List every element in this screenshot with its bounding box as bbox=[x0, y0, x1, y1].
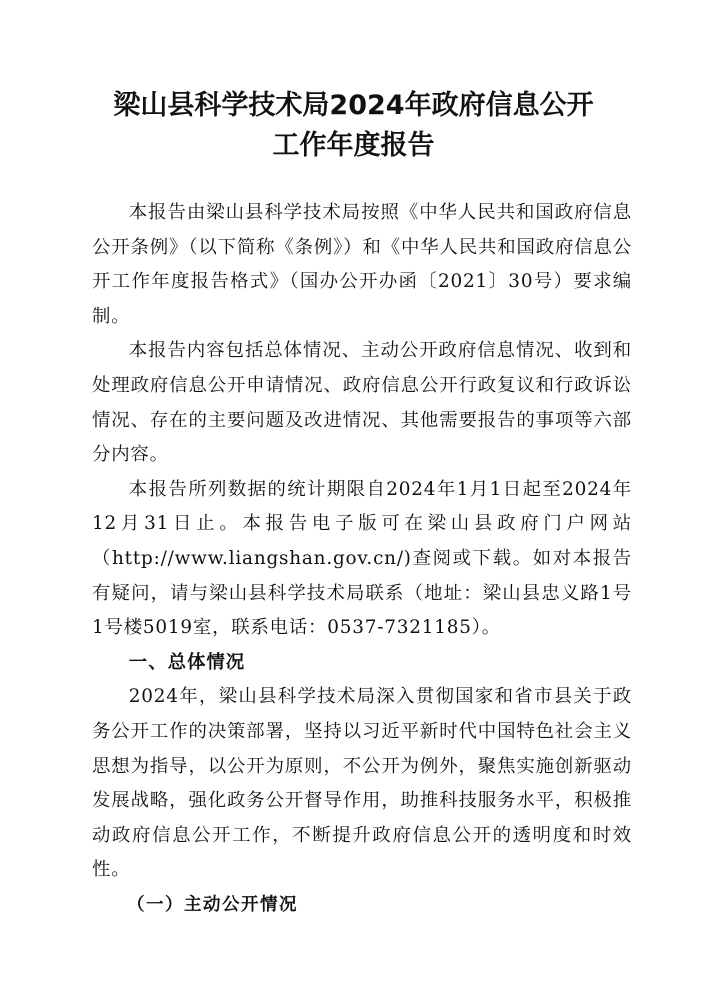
intro-paragraph-period-contact: 本报告所列数据的统计期限自2024年1月1日起至2024年12月31日止。本报告电子版可在梁山县政府门户网站（http://www.liangshan.gov.cn/)查阅或下载。如对本报告有疑问，请与梁山县科学技术局联系（地址：梁山县忠义路1号1号楼5019室，联系电话：0537-7321185）。 bbox=[92, 478, 632, 639]
intro-paragraph-basis: 本报告由梁山县科学技术局按照《中华人民共和国政府信息公开条例》（以下简称《条例》）和《中华人民共和国政府信息公开工作年度报告格式》（国办公开办函〔2021〕30号）要求编制。 bbox=[92, 202, 632, 327]
title-line-2: 工作年度报告 bbox=[272, 130, 435, 161]
subsection-heading-active-disclosure: （一）主动公开情况 bbox=[127, 894, 298, 915]
title-line-1: 梁山县科学技术局2024年政府信息公开 bbox=[113, 90, 594, 121]
document-title bbox=[80, 86, 627, 166]
overview-paragraph: 2024年，梁山县科学技术局深入贯彻国家和省市县关于政务公开工作的决策部署，坚持以习近平新时代中国特色社会主义思想为指导，以公开为原则，不公开为例外，聚焦实施创新驱动发展战略，强化政务公开督导作用，助推科技服务水平，积极推动政府信息公开工作，不断提升政府信息公开的透明度和时效性。 bbox=[92, 686, 632, 881]
intro-paragraph-contents: 本报告内容包括总体情况、主动公开政府信息情况、收到和处理政府信息公开申请情况、政府信息公开行政复议和行政诉讼情况、存在的主要问题及改进情况、其他需要报告的事项等六部分内容。 bbox=[92, 340, 632, 466]
document-body bbox=[92, 196, 632, 922]
section-heading-overview: 一、总体情况 bbox=[128, 651, 246, 673]
